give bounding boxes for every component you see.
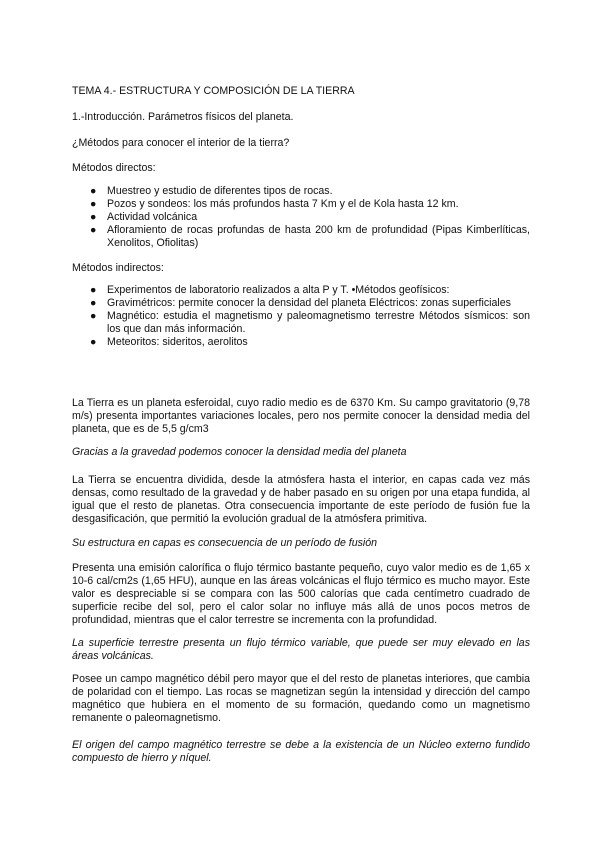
indirect-methods-list bbox=[90, 284, 530, 349]
summary-magnetic: El origen del campo magnético terrestre se debe a la existencia de un Núcleo externo fundido compuesto de hierro y níquel. bbox=[72, 739, 530, 764]
list-item: ● Afloramiento de rocas profundas de hasta 200 km de profundidad (Pipas Kimberlíticas, Xenolitos, Ofiolitas) bbox=[90, 224, 530, 249]
summary-layers: Su estructura en capas es consecuencia de un período de fusión bbox=[72, 537, 378, 549]
indirect-methods-label: Métodos indirectos: bbox=[72, 262, 164, 274]
bullet-icon: ● bbox=[90, 198, 97, 210]
list-item: ● Pozos y sondeos: los más profundos hasta 7 Km y el de Kola hasta 12 km. bbox=[90, 198, 459, 210]
bullet-icon: ● bbox=[90, 211, 97, 223]
direct-methods-list bbox=[90, 185, 530, 250]
direct-methods-label: Métodos directos: bbox=[72, 162, 156, 174]
bullet-icon: ● bbox=[90, 297, 97, 309]
list-item: ● Experimentos de laboratorio realizados a alta P y T. •Métodos geofísicos: bbox=[90, 284, 450, 296]
paragraph-magnetic: Posee un campo magnético débil pero mayor que el del resto de planetas interiores, que cambia de polaridad con el tiempo. Las rocas se magnetizan según la intensidad y dirección del campo magnético que hubiera en el momento de su formación, quedando como un magnetismo remanente o paleomagnetismo. bbox=[72, 673, 530, 724]
intro-heading: 1.-Introducción. Parámetros físicos del planeta. bbox=[72, 111, 294, 123]
bullet-icon: ● bbox=[90, 336, 97, 348]
bullet-icon: ● bbox=[90, 310, 97, 322]
summary-gravity: Gracias a la gravedad podemos conocer la densidad media del planeta bbox=[72, 446, 407, 458]
page-title: TEMA 4.- ESTRUCTURA Y COMPOSICIÓN DE LA TIERRA bbox=[72, 85, 355, 97]
bullet-icon: ● bbox=[90, 224, 97, 236]
summary-heat-flow: La superficie terrestre presenta un flujo térmico variable, que puede ser muy elevado en las áreas volcánicas. bbox=[72, 637, 530, 662]
question-line: ¿Métodos para conocer el interior de la tierra? bbox=[72, 137, 290, 149]
list-item: ● Actividad volcánica bbox=[90, 211, 198, 223]
paragraph-radius: La Tierra es un planeta esferoidal, cuyo radio medio es de 6370 Km. Su campo gravitatorio (9,78 m/s) presenta importantes variaciones locales, pero nos permite conocer la densidad media del planeta, que es de 5,5 g/cm3 bbox=[72, 397, 530, 435]
bullet-icon: ● bbox=[90, 284, 97, 296]
paragraph-heat-flow: Presenta una emisión calorífica o flujo térmico bastante pequeño, cuyo valor medio es de 1,65 x 10-6 cal/cm2s (1,65 HFU), aunque en las áreas volcánicas el flujo térmico es mucho mayor. Este valor es despreciable si se compara con las 500 calorías que cada centímetro cuadrado de superficie recibe del sol, pero el calor solar no influye más allá de unos pocos metros de profundidad, mientras que el calor terrestre se incrementa con la profundidad. bbox=[72, 562, 530, 626]
list-item: ● Magnético: estudia el magnetismo y paleomagnetismo terrestre Métodos sísmicos: son los que dan más información. bbox=[90, 310, 530, 335]
bullet-icon: ● bbox=[90, 185, 97, 197]
paragraph-layers: La Tierra se encuentra dividida, desde la atmósfera hasta el interior, en capas cada vez más densas, como resultado de la gravedad y de haber pasado en su origen por una etapa fundida, al igual que el resto de planetas. Otra consecuencia importante de este período de fusión fue la desgasificación, que permitió la evolución gradual de la atmósfera primitiva. bbox=[72, 474, 530, 525]
list-item: ● Muestreo y estudio de diferentes tipos de rocas. bbox=[90, 185, 333, 197]
list-item: ● Meteoritos: sideritos, aerolitos bbox=[90, 336, 248, 348]
list-item: ● Gravimétricos: permite conocer la densidad del planeta Eléctricos: zonas superficiales bbox=[90, 297, 511, 309]
